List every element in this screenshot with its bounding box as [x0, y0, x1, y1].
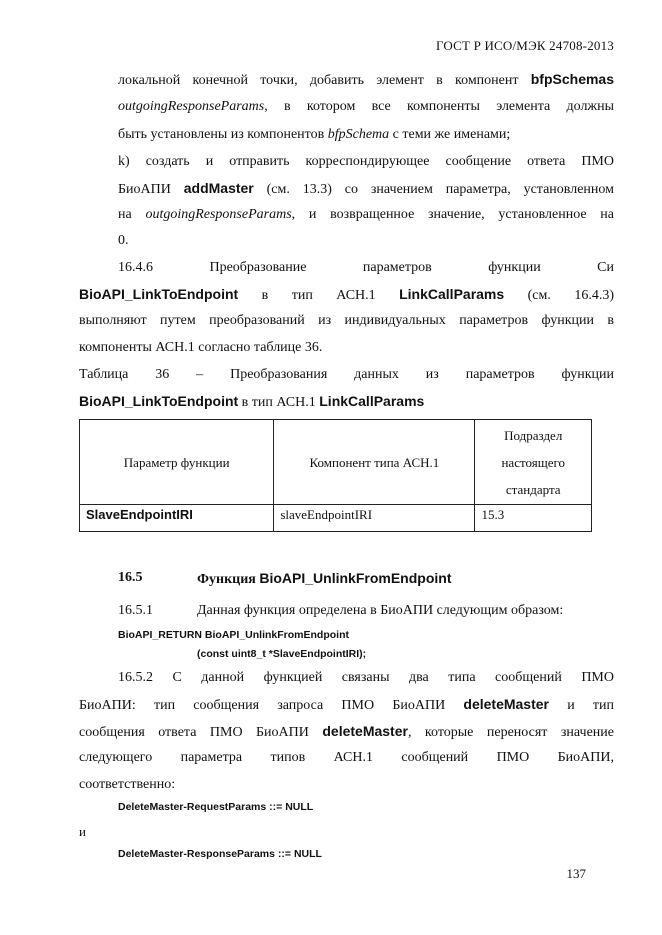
- para-k-line-2: БиоАПИ addMaster (см. 13.3) со значением параметра, установленном: [118, 180, 614, 197]
- code-response-params: DeleteMaster-ResponseParams ::= NULL: [118, 848, 322, 860]
- deletemaster-term: deleteMaster: [463, 696, 549, 712]
- clause-16-5-2-line-2: БиоАПИ: тип сообщения запроса ПМО БиоАПИ deleteMaster и тип: [79, 696, 614, 713]
- deletemaster-term-2: deleteMaster: [322, 723, 408, 739]
- para-j-line-3: быть установлены из компонентов bfpSchema с теми же именами;: [118, 127, 511, 142]
- code-signature-line-1: BioAPI_RETURN BioAPI_UnlinkFromEndpoint: [118, 629, 349, 641]
- clause-16-5-2-line-3: сообщения ответа ПМО БиоАПИ deleteMaster, которые переносят значение: [79, 723, 614, 740]
- running-header: ГОСТ Р ИСО/МЭК 24708-2013: [435, 38, 614, 53]
- section-16-5-title: Функция BioAPI_UnlinkFromEndpoint: [197, 570, 452, 587]
- section-16-5-number: 16.5: [118, 570, 143, 585]
- cell-param: SlaveEndpointIRI: [80, 505, 274, 532]
- clause-16-5-2-line-1: 16.5.2 С данной функцией связаны два типа сообщений ПМО: [118, 670, 614, 685]
- header-component: Компонент типа АСН.1: [274, 420, 475, 505]
- table-header-row: [80, 420, 592, 505]
- para-k-line-1: k) создать и отправить корреспондирующее сообщение ответа ПМО: [118, 154, 614, 169]
- code-signature-line-2: (const uint8_t *SlaveEndpointIRI);: [197, 648, 367, 660]
- code-request-params: DeleteMaster-RequestParams ::= NULL: [118, 801, 314, 813]
- conjunction-and: и: [79, 824, 86, 839]
- cell-subclause: 15.3: [475, 505, 592, 532]
- clause-16-4-6-line-4: компоненты АСН.1 согласно таблице 36.: [79, 340, 323, 355]
- table-caption-line-1: Таблица 36 – Преобразования данных из параметров функции: [79, 367, 614, 382]
- para-j-line-2: outgoingResponseParams, в котором все компоненты элемента должны: [118, 99, 614, 114]
- header-subclause: Подраздел настоящего стандарта: [475, 420, 592, 505]
- bfpschemas-term: bfpSchemas: [530, 71, 614, 87]
- clause-16-5-2-line-5: соответственно:: [79, 777, 176, 792]
- addmaster-term: addMaster: [183, 180, 254, 196]
- clause-16-4-6-line-2: BioAPI_LinkToEndpoint в тип АСН.1 LinkCallParams (см. 16.4.3): [79, 286, 614, 303]
- outgoing-response-params-term: outgoingResponseParams: [118, 99, 265, 114]
- table-row: [80, 505, 592, 532]
- clause-16-4-6-line-3: выполняют путем преобразований из индивидуальных параметров функции в: [79, 313, 614, 328]
- table-36: [79, 419, 592, 532]
- clause-16-4-6-heading: 16.4.6 Преобразование параметров функции Си: [118, 260, 614, 275]
- bfpschema-term: bfpSchema: [327, 127, 390, 142]
- header-param: Параметр функции: [80, 420, 274, 505]
- para-k-line-3: на outgoingResponseParams, и возвращенное значение, установленное на: [118, 207, 615, 222]
- clause-16-5-2-line-4: следующего параметра типов АСН.1 сообщений ПМО БиоАПИ,: [79, 750, 614, 765]
- page-number: 137: [566, 866, 586, 881]
- cell-component: slaveEndpointIRI: [274, 505, 475, 532]
- para-j-line-1: локальной конечной точки, добавить элемент в компонент bfpSchemas: [118, 71, 614, 88]
- outgoing-response-params-term-2: outgoingResponseParams: [145, 207, 292, 222]
- clause-16-5-1-text: Данная функция определена в БиоАПИ следующим образом:: [197, 603, 564, 618]
- para-k-line-4: 0.: [118, 233, 129, 248]
- clause-16-5-1-number: 16.5.1: [118, 603, 153, 618]
- table-caption-line-2: BioAPI_LinkToEndpoint в тип АСН.1 LinkCallParams: [79, 393, 425, 410]
